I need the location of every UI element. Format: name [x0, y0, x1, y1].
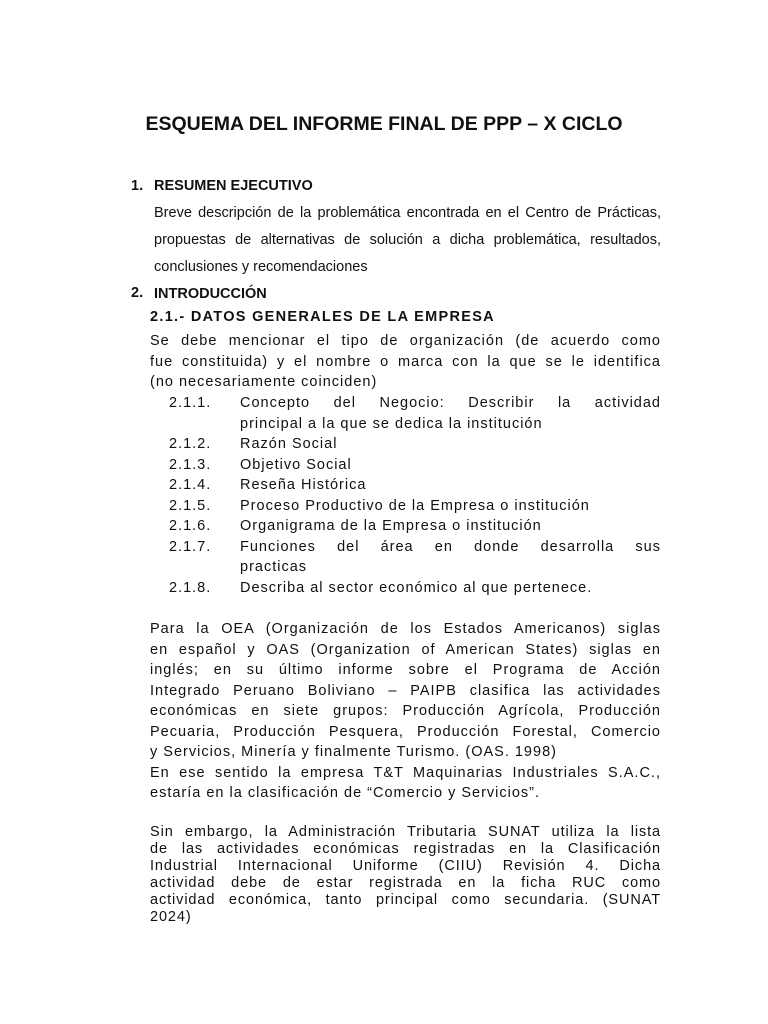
list-item — [169, 537, 661, 578]
list-item-text: Describa al sector económico al que pertenece. — [240, 579, 593, 596]
paragraph-line: fue constituida) y el nombre o marca con la que se le identifica — [150, 353, 661, 370]
list-item-number: 2.1.1. — [169, 395, 212, 411]
paragraph-line: de las actividades económicas registradas en la Clasificación — [150, 841, 661, 857]
list-item — [169, 393, 661, 434]
list-item-text: Proceso Productivo de la Empresa o institución — [240, 497, 590, 514]
section-1-heading: RESUMEN EJECUTIVO — [154, 178, 313, 194]
paragraph-line: Sin embargo, la Administración Tributaria SUNAT utiliza la lista — [150, 824, 661, 840]
subsection-list — [169, 393, 661, 598]
list-item — [169, 516, 661, 537]
paragraph-line: inglés; en su último informe sobre el Programa de Acción — [150, 662, 661, 678]
document-title: ESQUEMA DEL INFORME FINAL DE PPP – X CICLO — [145, 113, 623, 135]
list-item-text: Organigrama de la Empresa o institución — [240, 518, 542, 534]
list-item-number: 2.1.2. — [169, 436, 212, 452]
paragraph-line: actividad económica, tanto principal como secundaria. (SUNAT — [150, 892, 661, 908]
list-item — [169, 475, 661, 496]
list-item-text: Objetivo Social — [240, 456, 352, 473]
list-item-text: practicas — [240, 559, 308, 575]
section-2-1-intro — [150, 331, 661, 393]
paragraph-line: actividad debe de estar registrada en la ficha RUC como — [150, 875, 661, 891]
list-item-text: principal a la que se dedica la institución — [240, 415, 543, 432]
paragraph-line: Industrial Internacional Uniforme (CIIU) Revisión 4. Dicha — [150, 858, 661, 874]
paragraph-line: conclusiones y recomendaciones — [154, 259, 368, 275]
list-item — [169, 434, 661, 455]
list-item-number: 2.1.6. — [169, 518, 212, 534]
section-1-number: 1. — [131, 178, 144, 194]
list-item-number: 2.1.8. — [169, 579, 212, 596]
list-item-number: 2.1.3. — [169, 456, 212, 473]
paragraph-line: Pecuaria, Producción Pesquera, Producción Forestal, Comercio — [150, 723, 661, 740]
list-item-text: Razón Social — [240, 436, 338, 452]
paragraph-line: Para la OEA (Organización de los Estados Americanos) siglas — [150, 621, 661, 637]
list-item — [169, 455, 661, 476]
section-2-number: 2. — [131, 285, 144, 301]
paragraph-line: en español y OAS (Organization of American States) siglas en — [150, 641, 661, 658]
paragraph-line: 2024) — [150, 909, 192, 925]
paragraph-line: estaría en la clasificación de “Comercio y Servicios”. — [150, 785, 541, 801]
list-item-number: 2.1.5. — [169, 497, 212, 514]
paragraph-line: (no necesariamente coinciden) — [150, 374, 378, 390]
paragraph-line: Integrado Peruano Boliviano – PAIPB clasifica las actividades — [150, 682, 661, 699]
list-item-number: 2.1.7. — [169, 538, 212, 555]
section-1-paragraph — [154, 200, 661, 281]
paragraph-line: Breve descripción de la problemática encontrada en el Centro de Prácticas, — [154, 205, 661, 221]
oea-paragraph — [150, 619, 661, 804]
list-item-text: Funciones del área en donde desarrolla sus — [240, 538, 661, 555]
section-2-heading: INTRODUCCIÓN — [154, 286, 267, 302]
paragraph-line: En ese sentido la empresa T&T Maquinarias Industriales S.A.C., — [150, 764, 661, 781]
list-item-text: Reseña Histórica — [240, 477, 367, 493]
list-item — [169, 496, 661, 517]
list-item — [169, 578, 661, 599]
paragraph-line: Se debe mencionar el tipo de organización (de acuerdo como — [150, 333, 661, 349]
paragraph-line: propuestas de alternativas de solución a dicha problemática, resultados, — [154, 232, 661, 248]
sunat-paragraph — [150, 824, 661, 926]
list-item-number: 2.1.4. — [169, 477, 212, 493]
list-item-text: Concepto del Negocio: Describir la actividad — [240, 395, 661, 411]
section-2-1-subheading: 2.1.- DATOS GENERALES DE LA EMPRESA — [150, 309, 495, 325]
paragraph-line: económicas en siete grupos: Producción Agrícola, Producción — [150, 703, 661, 719]
paragraph-line: y Servicios, Minería y finalmente Turismo. (OAS. 1998) — [150, 744, 557, 760]
